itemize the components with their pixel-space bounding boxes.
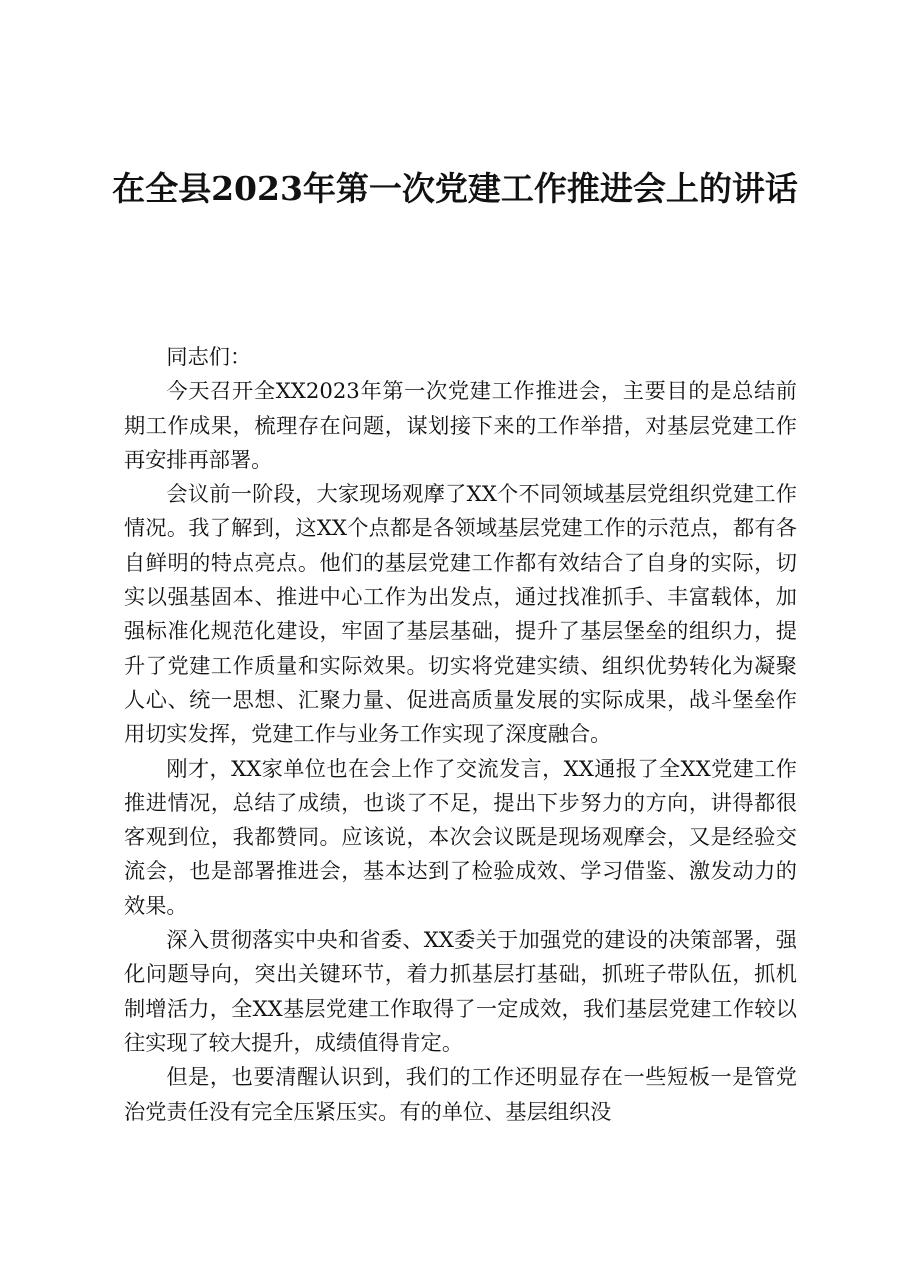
body-paragraph: 会议前一阶段，大家现场观摩了XX个不同领域基层党组织党建工作情况。我了解到，这XX个点都是各领域基层党建工作的示范点，都有各自鲜明的特点亮点。他们的基层党建工作都有效结合了自身的实际，切实以强基固本、推进中心工作为出发点，通过找准抓手、丰富载体，加强标准化规范化建设，牢固了基层基础，提升了基层堡垒的组织力，提升了党建工作质量和实际效果。切实将党建实绩、组织优势转化为凝聚人心、统一思想、汇聚力量、促进高质量发展的实际成果，战斗堡垒作用切实发挥，党建工作与业务工作实现了深度融合。 [124,481,797,747]
salutation-paragraph: 同志们： [166,344,252,369]
body-paragraph: 深入贯彻落实中央和省委、XX委关于加强党的建设的决策部署，强化问题导向，突出关键环节，着力抓基层打基础，抓班子带队伍，抓机制增活力，全XX基层党建工作取得了一定成效，我们基层党建工作较以往实现了较大提升，成绩值得肯定。 [124,927,797,1055]
body-paragraph: 刚才，XX家单位也在会上作了交流发言，XX通报了全XX党建工作推进情况，总结了成绩，也谈了不足，提出下步努力的方向，讲得都很客观到位，我都赞同。应该说，本次会议既是现场观摩会，又是经验交流会，也是部署推进会，基本达到了检验成效、学习借鉴、激发动力的效果。 [124,755,797,918]
body-paragraph: 但是，也要清醒认识到，我们的工作还明显存在一些短板一是管党治党责任没有完全压紧压实。有的单位、基层组织没 [124,1064,797,1124]
document-title: 在全县2023年第一次党建工作推进会上的讲话 [112,169,798,208]
body-paragraph: 今天召开全XX2023年第一次党建工作推进会，主要目的是总结前期工作成果，梳理存在问题，谋划接下来的工作举措，对基层党建工作再安排再部署。 [124,378,797,472]
document-body [124,340,797,1129]
